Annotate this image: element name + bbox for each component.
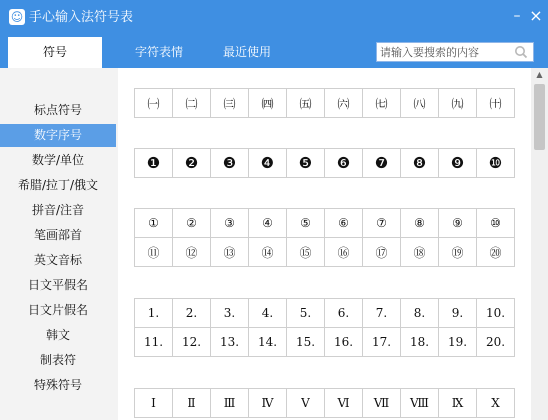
symbol-cell[interactable]: 5. bbox=[287, 299, 325, 328]
symbol-cell[interactable]: Ⅴ bbox=[287, 389, 325, 418]
sidebar-item-katakana[interactable]: 日文片假名 bbox=[27, 303, 88, 317]
symbol-cell[interactable]: ⑤ bbox=[287, 209, 325, 238]
symbol-cell[interactable]: Ⅵ bbox=[325, 389, 363, 418]
symbol-cell[interactable]: ⑮ bbox=[287, 238, 325, 267]
sidebar-item-korean[interactable]: 韩文 bbox=[45, 328, 70, 342]
symbol-cell[interactable]: 3. bbox=[211, 299, 249, 328]
symbol-cell[interactable]: ㈧ bbox=[401, 89, 439, 118]
symbol-cell[interactable]: 19. bbox=[439, 328, 477, 357]
symbol-cell[interactable]: 10. bbox=[477, 299, 515, 328]
roman-numerals-grid bbox=[134, 388, 515, 418]
symbol-cell[interactable]: ❷ bbox=[173, 149, 211, 178]
search-input[interactable] bbox=[380, 44, 512, 60]
vertical-scrollbar[interactable] bbox=[531, 68, 548, 420]
symbol-panel bbox=[118, 68, 530, 420]
sidebar-item-number-ordinals[interactable]: 数字序号 bbox=[0, 124, 116, 147]
symbol-cell[interactable]: Ⅰ bbox=[135, 389, 173, 418]
symbol-cell[interactable]: 11. bbox=[135, 328, 173, 357]
symbol-cell[interactable]: 9. bbox=[439, 299, 477, 328]
symbol-cell[interactable]: ② bbox=[173, 209, 211, 238]
symbol-cell[interactable]: ❶ bbox=[135, 149, 173, 178]
grid-row bbox=[135, 238, 515, 267]
search-icon[interactable] bbox=[514, 45, 528, 59]
symbol-cell[interactable]: 4. bbox=[249, 299, 287, 328]
symbol-cell[interactable]: ⑯ bbox=[325, 238, 363, 267]
symbol-cell[interactable]: ⑭ bbox=[249, 238, 287, 267]
full-stop-numbers-grid bbox=[134, 298, 515, 357]
negative-circled-numbers-grid bbox=[134, 148, 515, 178]
symbol-cell[interactable]: ㈡ bbox=[173, 89, 211, 118]
symbol-cell[interactable]: Ⅶ bbox=[363, 389, 401, 418]
symbol-cell[interactable]: ㈣ bbox=[249, 89, 287, 118]
scroll-up-arrow-icon[interactable]: ▲ bbox=[536, 70, 543, 79]
sidebar-item-english-phonetics[interactable]: 英文音标 bbox=[33, 253, 82, 267]
symbol-cell[interactable]: ⑰ bbox=[363, 238, 401, 267]
window-title: 手心输入法符号表 bbox=[29, 10, 134, 25]
symbol-cell[interactable]: ㈤ bbox=[287, 89, 325, 118]
symbol-cell[interactable]: 14. bbox=[249, 328, 287, 357]
symbol-cell[interactable]: 6. bbox=[325, 299, 363, 328]
tab-symbols[interactable]: 符号 bbox=[8, 37, 102, 68]
sidebar-item-math-units[interactable]: 数学/单位 bbox=[31, 153, 85, 167]
symbol-cell[interactable]: 17. bbox=[363, 328, 401, 357]
symbol-cell[interactable]: ⑪ bbox=[135, 238, 173, 267]
symbol-cell[interactable]: ❾ bbox=[439, 149, 477, 178]
symbol-cell[interactable]: ❺ bbox=[287, 149, 325, 178]
grid-row bbox=[135, 89, 515, 118]
symbol-cell[interactable]: 15. bbox=[287, 328, 325, 357]
sidebar-item-greek-latin-russian[interactable]: 希腊/拉丁/俄文 bbox=[17, 178, 99, 192]
sidebar-item-hiragana[interactable]: 日文平假名 bbox=[27, 278, 88, 292]
symbol-cell[interactable]: ㈦ bbox=[363, 89, 401, 118]
symbol-cell[interactable]: ⑩ bbox=[477, 209, 515, 238]
symbol-cell[interactable]: ⑫ bbox=[173, 238, 211, 267]
symbol-cell[interactable]: ⑨ bbox=[439, 209, 477, 238]
category-sidebar bbox=[0, 68, 118, 420]
symbol-cell[interactable]: 18. bbox=[401, 328, 439, 357]
symbol-cell[interactable]: 8. bbox=[401, 299, 439, 328]
tab-emoticons[interactable]: 字符表情 bbox=[134, 45, 183, 59]
title-bar bbox=[0, 0, 548, 37]
minimize-button[interactable]: – bbox=[513, 8, 521, 24]
symbol-cell[interactable]: Ⅷ bbox=[401, 389, 439, 418]
symbol-cell[interactable]: ❽ bbox=[401, 149, 439, 178]
symbol-cell[interactable]: ③ bbox=[211, 209, 249, 238]
symbol-cell[interactable]: 20. bbox=[477, 328, 515, 357]
symbol-cell[interactable]: ❹ bbox=[249, 149, 287, 178]
grid-row bbox=[135, 328, 515, 357]
tab-recent[interactable]: 最近使用 bbox=[222, 45, 271, 59]
symbol-cell[interactable]: ㈨ bbox=[439, 89, 477, 118]
sidebar-item-pinyin-zhuyin[interactable]: 拼音/注音 bbox=[31, 203, 85, 217]
symbol-cell[interactable]: Ⅲ bbox=[211, 389, 249, 418]
search-box bbox=[376, 42, 534, 62]
symbol-cell[interactable]: ⑳ bbox=[477, 238, 515, 267]
symbol-cell[interactable]: ⑲ bbox=[439, 238, 477, 267]
symbol-cell[interactable]: ㈩ bbox=[477, 89, 515, 118]
circled-numbers-grid bbox=[134, 208, 515, 267]
sidebar-item-punctuation[interactable]: 标点符号 bbox=[33, 103, 82, 117]
symbol-cell[interactable]: 16. bbox=[325, 328, 363, 357]
symbol-cell[interactable]: 13. bbox=[211, 328, 249, 357]
symbol-cell[interactable]: ㈢ bbox=[211, 89, 249, 118]
symbol-cell[interactable]: Ⅳ bbox=[249, 389, 287, 418]
symbol-cell[interactable]: 2. bbox=[173, 299, 211, 328]
symbol-cell[interactable]: ⑱ bbox=[401, 238, 439, 267]
symbol-cell[interactable]: ⑬ bbox=[211, 238, 249, 267]
grid-row bbox=[135, 389, 515, 418]
symbol-cell[interactable]: Ⅱ bbox=[173, 389, 211, 418]
symbol-cell[interactable]: ❼ bbox=[363, 149, 401, 178]
grid-row bbox=[135, 149, 515, 178]
grid-row bbox=[135, 209, 515, 238]
symbol-cell[interactable]: ④ bbox=[249, 209, 287, 238]
symbol-cell[interactable]: ㈠ bbox=[135, 89, 173, 118]
symbol-cell[interactable]: Ⅹ bbox=[477, 389, 515, 418]
symbol-cell[interactable]: Ⅸ bbox=[439, 389, 477, 418]
symbol-cell[interactable]: ⑥ bbox=[325, 209, 363, 238]
symbol-cell[interactable]: ❻ bbox=[325, 149, 363, 178]
grid-row bbox=[135, 299, 515, 328]
sidebar-item-box-drawing[interactable]: 制表符 bbox=[39, 353, 76, 367]
symbol-cell[interactable]: ❿ bbox=[477, 149, 515, 178]
symbol-cell[interactable]: ❸ bbox=[211, 149, 249, 178]
symbol-cell[interactable]: 1. bbox=[135, 299, 173, 328]
symbol-cell[interactable]: 12. bbox=[173, 328, 211, 357]
symbol-cell[interactable]: ① bbox=[135, 209, 173, 238]
sidebar-item-special-symbols[interactable]: 特殊符号 bbox=[33, 378, 82, 392]
close-button[interactable]: × bbox=[529, 6, 543, 25]
symbol-cell[interactable]: 7. bbox=[363, 299, 401, 328]
scrollbar-thumb[interactable] bbox=[534, 84, 545, 150]
symbol-cell[interactable]: ⑧ bbox=[401, 209, 439, 238]
sidebar-item-strokes-radicals[interactable]: 笔画部首 bbox=[33, 228, 82, 242]
symbol-cell[interactable]: ㈥ bbox=[325, 89, 363, 118]
symbol-cell[interactable]: ⑦ bbox=[363, 209, 401, 238]
parenthesized-numbers-grid bbox=[134, 88, 515, 118]
smiley-icon: ☺ bbox=[10, 10, 24, 24]
